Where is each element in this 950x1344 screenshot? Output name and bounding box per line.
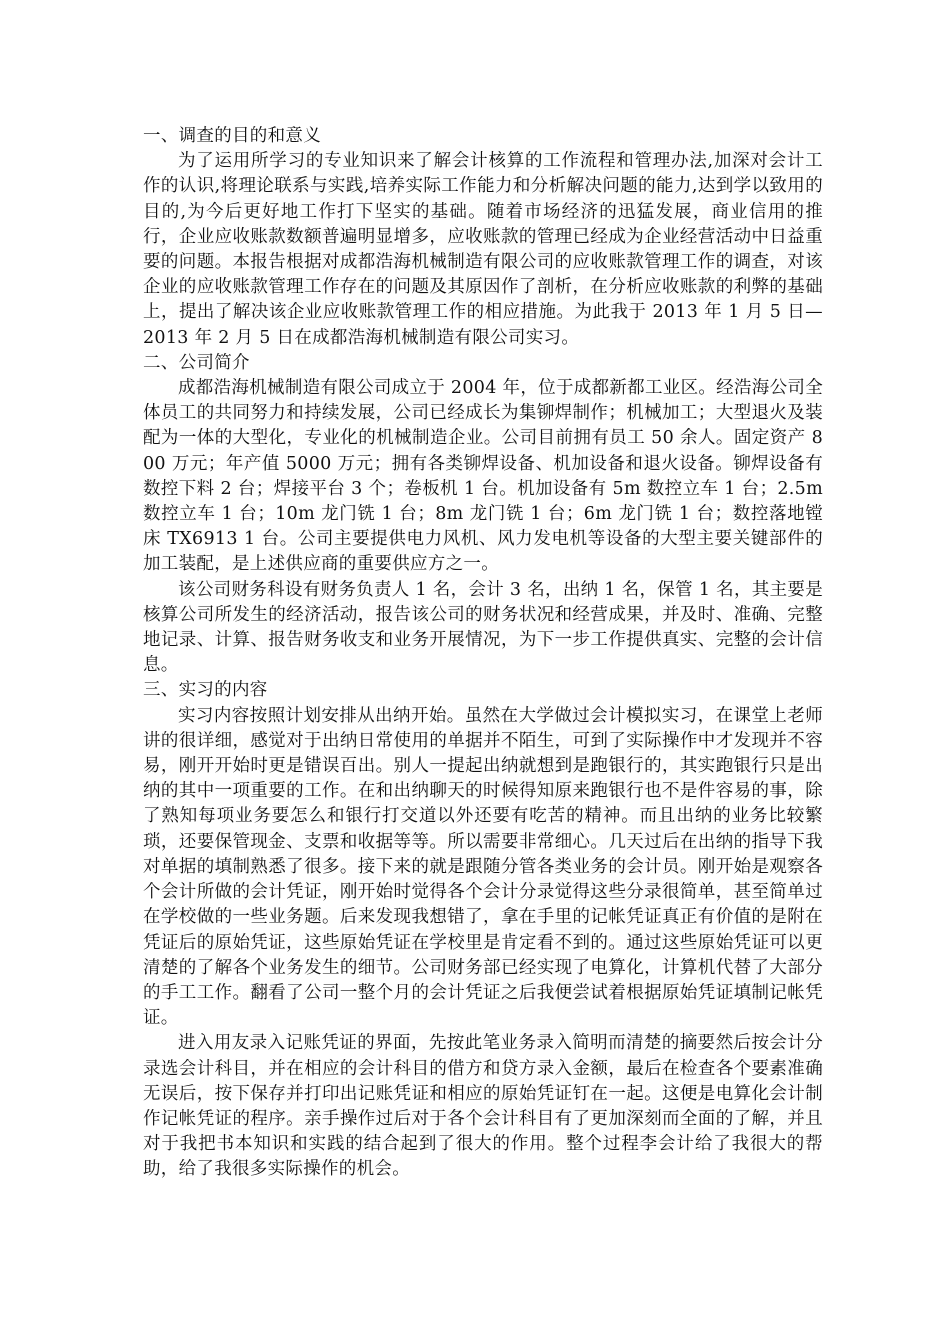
paragraph: 成都浩海机械制造有限公司成立于 2004 年，位于成都新都工业区。经浩海公司全体员工的共同努力和持续发展，公司已经成长为集铆焊制作；机械加工；大型退火及装配为一体的大型化，专业化的机械制造企业。公司目前拥有员工 50 余人。固定资产 800 万元；年产值 5000 万元；拥有各类铆焊设备、机加设备和退火设备。铆焊设备有数控下料 2 台；焊接平台 3 个；卷板机 1 台。机加设备有 5m 数控立车 1 台；2.5m 数控立车 1 台；10m 龙门铣 1 台；8m 龙门铣 1 台；6m 龙门铣 1 台；数控落地镗床 TX6913 1 台。公司主要提供电力风机、风力发电机等设备的大型主要关键部件的加工装配，是上述供应商的重要供应方之一。 (143, 378, 823, 575)
paragraph: 进入用友录入记账凭证的界面，先按此笔业务录入简明而清楚的摘要然后按会计分录选会计科目，并在相应的会计科目的借方和贷方录入金额，最后在检查各个要素准确无误后，按下保存并打印出记账凭证和相应的原始凭证钉在一起。这便是电算化会计制作记帐凭证的程序。亲手操作过后对于各个会计科目有了更加深刻而全面的了解，并且对于我把书本知识和实践的结合起到了很大的作用。整个过程李会计给了我很大的帮助，给了我很多实际操作的机会。 (143, 1033, 823, 1180)
section-heading: 二、公司简介 (143, 352, 250, 373)
paragraph: 实习内容按照计划安排从出纳开始。虽然在大学做过会计模拟实习，在课堂上老师讲的很详细，感觉对于出纳日常使用的单据并不陌生，可到了实际操作中才发现并不容易，刚开开始时更是错误百出。别人一提起出纳就想到是跑银行的，其实跑银行只是出纳的其中一项重要的工作。在和出纳聊天的时候得知原来跑银行也不是件容易的事，除了熟知每项业务要怎么和银行打交道以外还要有吃苦的精神。而且出纳的业务比较繁琐，还要保管现金、支票和收据等等。所以需要非常细心。几天过后在出纳的指导下我对单据的填制熟悉了很多。接下来的就是跟随分管各类业务的会计员。刚开始是观察各个会计所做的会计凭证，刚开始时觉得各个会计分录觉得这些分录很简单，甚至简单过在学校做的一些业务题。后来发现我想错了，拿在手里的记帐凭证真正有价值的是附在凭证后的原始凭证，这些原始凭证在学校里是肯定看不到的。通过这些原始凭证可以更清楚的了解各个业务发生的细节。公司财务部已经实现了电算化，计算机代替了大部分的手工工作。翻看了公司一整个月的会计凭证之后我便尝试着根据原始凭证填制记帐凭证。 (143, 705, 823, 1029)
document-page (143, 124, 823, 1183)
section-heading: 三、实习的内容 (143, 680, 268, 701)
paragraph: 为了运用所学习的专业知识来了解会计核算的工作流程和管理办法,加深对会计工作的认识,将理论联系与实践,培养实际工作能力和分析解决问题的能力,达到学以致用的目的,为今后更好地工作打下坚实的基础。随着市场经济的迅猛发展，商业信用的推行，企业应收账款数额普遍明显增多，应收账款的管理已经成为企业经营活动中日益重要的问题。本报告根据对成都浩海机械制造有限公司的应收账款管理工作的调查，对该企业的应收账款管理工作存在的问题及其原因作了剖析，在分析应收账款的利弊的基础上，提出了解决该企业应收账款管理工作的相应措施。为此我于 2013 年 1 月 5 日—2013 年 2 月 5 日在成都浩海机械制造有限公司实习。 (143, 151, 823, 348)
paragraph: 该公司财务科设有财务负责人 1 名，会计 3 名，出纳 1 名，保管 1 名，其主要是核算公司所发生的经济活动，报告该公司的财务状况和经营成果，并及时、准确、完整地记录、计算、报告财务收支和业务开展情况，为下一步工作提供真实、完整的会计信息。 (143, 579, 823, 676)
section-heading: 一、调查的目的和意义 (143, 126, 321, 146)
